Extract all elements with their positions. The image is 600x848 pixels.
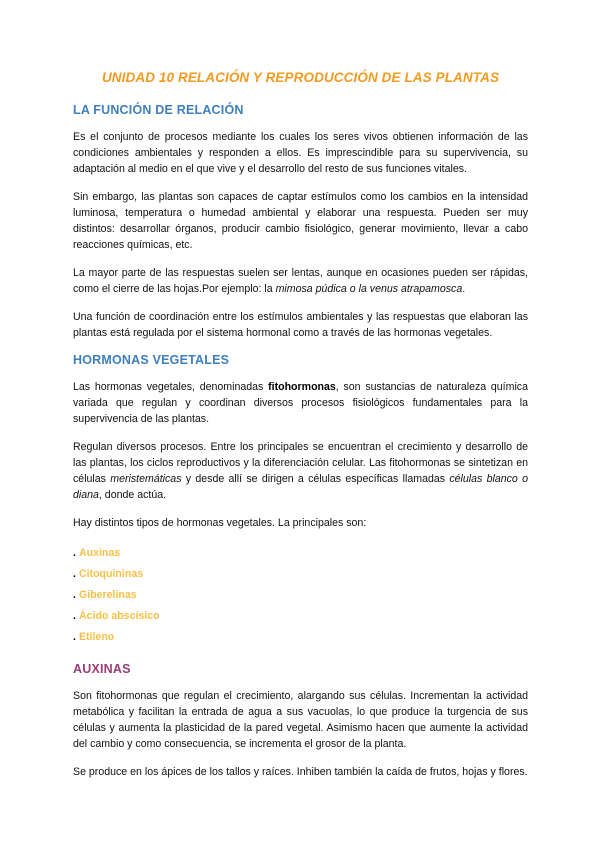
list-item-label: Auxinas bbox=[78, 547, 121, 559]
hormone-list bbox=[73, 543, 528, 648]
list-item bbox=[73, 606, 528, 627]
paragraph: Es el conjunto de procesos mediante los cuales los seres vivos obtienen información de las condiciones ambientales y responden a ellos. Es imprescindible para su supervivencia, su adaptación al medio en el que vive y el desarrollo del resto de sus funciones vitales. bbox=[73, 131, 528, 175]
paragraph: Una función de coordinación entre los estímulos ambientales y las respuestas que elaboran las plantas está regulada por el sistema hormonal como a través de las hormonas vegetales. bbox=[73, 311, 528, 339]
paragraph: Se produce en los ápices de los tallos y raíces. Inhiben también la caída de frutos, hojas y flores. bbox=[73, 766, 528, 778]
paragraph: Son fitohormonas que regulan el crecimiento, alargando sus células. Incrementan la actividad metabólica y facilitan la entrada de agua a sus vacuolas, lo que produce la turgencia de sus células y aumenta la plasticidad de la pared vegetal. Asimismo hacen que aumente la actividad del cambio y como consecuencia, se incrementa el grosor de la planta. bbox=[73, 690, 528, 750]
list-item-label: Giberelinas bbox=[78, 589, 137, 601]
paragraph bbox=[73, 439, 528, 503]
list-item bbox=[73, 585, 528, 606]
paragraph: Sin embargo, las plantas son capaces de captar estímulos como los cambios en la intensidad luminosa, temperatura o humedad ambiental y elaborar una respuesta. Pueden ser muy distintos: desarrollar órganos, producir cambio fisiológico, generar movimiento, llevar a cabo reacciones químicas, etc. bbox=[73, 191, 528, 251]
list-item-label: Ácido abscísico bbox=[78, 610, 160, 622]
paragraph bbox=[73, 265, 528, 297]
bullet: . bbox=[73, 568, 76, 580]
list-item-label: Citoquininas bbox=[78, 568, 144, 580]
list-item bbox=[73, 564, 528, 585]
list-item bbox=[73, 543, 528, 564]
bold-term: fitohormonas bbox=[268, 381, 336, 393]
bullet: . bbox=[73, 631, 76, 643]
italic-term: meristemáticas bbox=[110, 473, 182, 485]
list-item-label: Etileno bbox=[78, 631, 115, 643]
bullet: . bbox=[73, 610, 76, 622]
section-heading-auxinas: AUXINAS bbox=[73, 662, 131, 676]
text-run: , son sustancias de naturaleza química variada que regulan y coordinan diversos procesos fisiológicos fundamentales para la supervivencia de las plantas. bbox=[73, 381, 528, 425]
section-heading-hormonas-vegetales: HORMONAS VEGETALES bbox=[73, 353, 230, 367]
text-run: La mayor parte de las respuestas suelen ser lentas, aunque en ocasiones pueden ser rápidas, como el cierre de las hojas.Por ejemplo: la bbox=[73, 267, 528, 295]
bullet: . bbox=[73, 547, 76, 559]
section-heading-funcion-relacion: LA FUNCIÓN DE RELACIÓN bbox=[73, 103, 244, 117]
text-run: Las hormonas vegetales, denominadas bbox=[73, 381, 269, 393]
list-item bbox=[73, 627, 528, 648]
italic-term: mimosa púdica o la venus atrapamosca bbox=[275, 283, 463, 295]
text-run: , donde actúa. bbox=[98, 489, 167, 501]
italic-term: células blanco o diana bbox=[73, 473, 528, 501]
text-run: y desde allí se dirigen a células específicas llamadas bbox=[181, 473, 450, 485]
text-run: . bbox=[462, 283, 466, 295]
bullet: . bbox=[73, 589, 76, 601]
paragraph: Hay distintos tipos de hormonas vegetales. La principales son: bbox=[73, 517, 367, 529]
document-title: UNIDAD 10 RELACIÓN Y REPRODUCCIÓN DE LAS PLANTAS bbox=[101, 70, 500, 85]
text-run: Regulan diversos procesos. Entre los principales se encuentran el crecimiento y desarrollo de las plantas, los ciclos reproductivos y la diferenciación celular. Las fitohormonas se sintetizan en células bbox=[73, 441, 528, 485]
paragraph bbox=[73, 379, 528, 427]
